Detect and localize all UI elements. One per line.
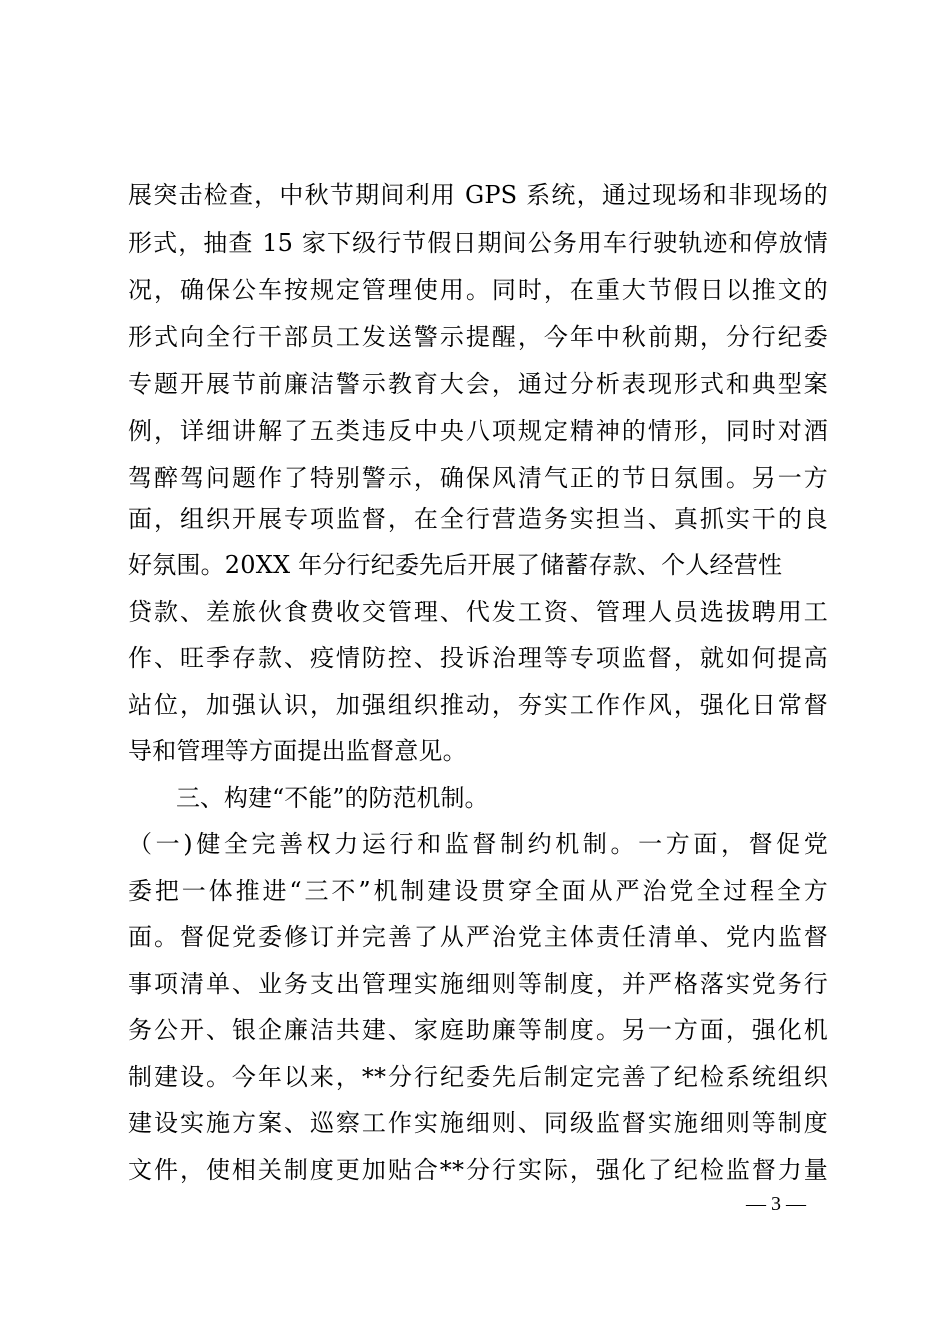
text-line: 好氛围。20XX 年分行纪委先后开展了储蓄存款、个人经营性: [128, 551, 783, 579]
text-line: 专题开展节前廉洁警示教育大会，通过分析表现形式和典型案: [128, 370, 828, 398]
text-line: 事项清单、业务支出管理实施细则等制度，并严格落实党务行: [128, 970, 828, 998]
text-line: （一)健全完善权力运行和监督制约机制。一方面，督促党: [128, 830, 828, 858]
text-line: 建设实施方案、巡察工作实施细则、同级监督实施细则等制度: [128, 1109, 828, 1137]
text-line: 面。督促党委修订并完善了从严治党主体责任清单、党内监督: [128, 923, 828, 951]
text-line: 例，详细讲解了五类违反中央八项规定精神的情形，同时对酒: [128, 417, 828, 445]
text-line: 展突击检查，中秋节期间利用 GPS 系统，通过现场和非现场的: [128, 181, 828, 209]
text-line: 文件，使相关制度更加贴合**分行实际，强化了纪检监督力量: [128, 1156, 828, 1184]
text-line: 形式向全行干部员工发送警示提醒，今年中秋前期，分行纪委: [128, 323, 828, 351]
text-line: 导和管理等方面提出监督意见。: [128, 737, 467, 765]
section-heading: 三、构建“不能”的防范机制。: [176, 784, 489, 812]
text-line: 务公开、银企廉洁共建、家庭助廉等制度。另一方面，强化机: [128, 1016, 828, 1044]
text-line: 作、旺季存款、疫情防控、投诉治理等专项监督，就如何提高: [128, 644, 828, 672]
page-number: — 3 —: [746, 1193, 806, 1215]
text-line: 委把一体推进“三不”机制建设贯穿全面从严治党全过程全方: [128, 877, 828, 905]
text-line: 况，确保公车按规定管理使用。同时，在重大节假日以推文的: [128, 276, 828, 304]
text-line: 驾醉驾问题作了特别警示，确保风清气正的节日氛围。另一方: [128, 464, 828, 492]
text-line: 形式，抽查 15 家下级行节假日期间公务用车行驶轨迹和停放情: [128, 229, 828, 257]
text-line: 制建设。今年以来，**分行纪委先后制定完善了纪检系统组织: [128, 1063, 828, 1091]
text-line: 站位，加强认识，加强组织推动，夯实工作作风，强化日常督: [128, 691, 828, 719]
text-line: 贷款、差旅伙食费收交管理、代发工资、管理人员选拔聘用工: [128, 598, 828, 626]
text-line: 面，组织开展专项监督，在全行营造务实担当、真抓实干的良: [128, 505, 828, 533]
